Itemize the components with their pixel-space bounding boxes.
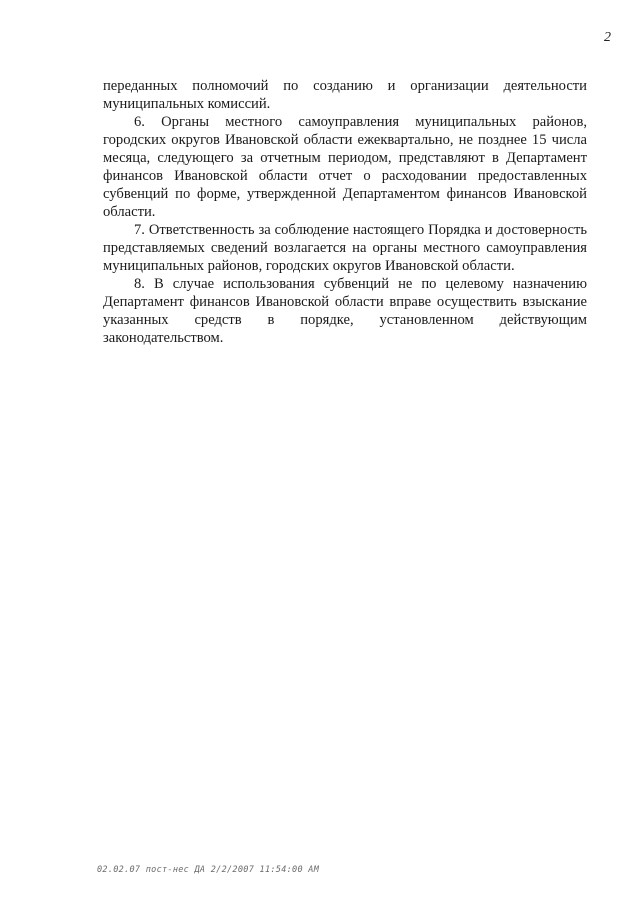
paragraph-continuation: переданных полномочий по созданию и организации деятельности муниципальных комиссий. — [103, 78, 587, 112]
paragraph-7: 7. Ответственность за соблюдение настоящего Порядка и достоверность представляемых сведений возлагается на органы местного самоуправления муниципальных районов, городских округов Ивановской области. — [103, 222, 587, 274]
footer-file-stamp: 02.02.07 пост-нес ДА 2/2/2007 11:54:00 AM — [97, 865, 320, 875]
paragraph-6: 6. Органы местного самоуправления муниципальных районов, городских округов Ивановской области ежеквартально, не позднее 15 числа месяца, следующего за отчетным периодом, представляют в Департамент финансов Ивановской области отчет о расходовании предоставленных субвенций по форме, утвержденной Департаментом финансов Ивановской области. — [103, 114, 587, 220]
paragraph-8: 8. В случае использования субвенций не по целевому назначению Департамент финансов Ивановской области вправе осуществить взыскание указанных средств в порядке, установленном действующим законодательством. — [103, 276, 587, 346]
document-body — [103, 77, 587, 347]
page-number: 2 — [604, 30, 611, 45]
